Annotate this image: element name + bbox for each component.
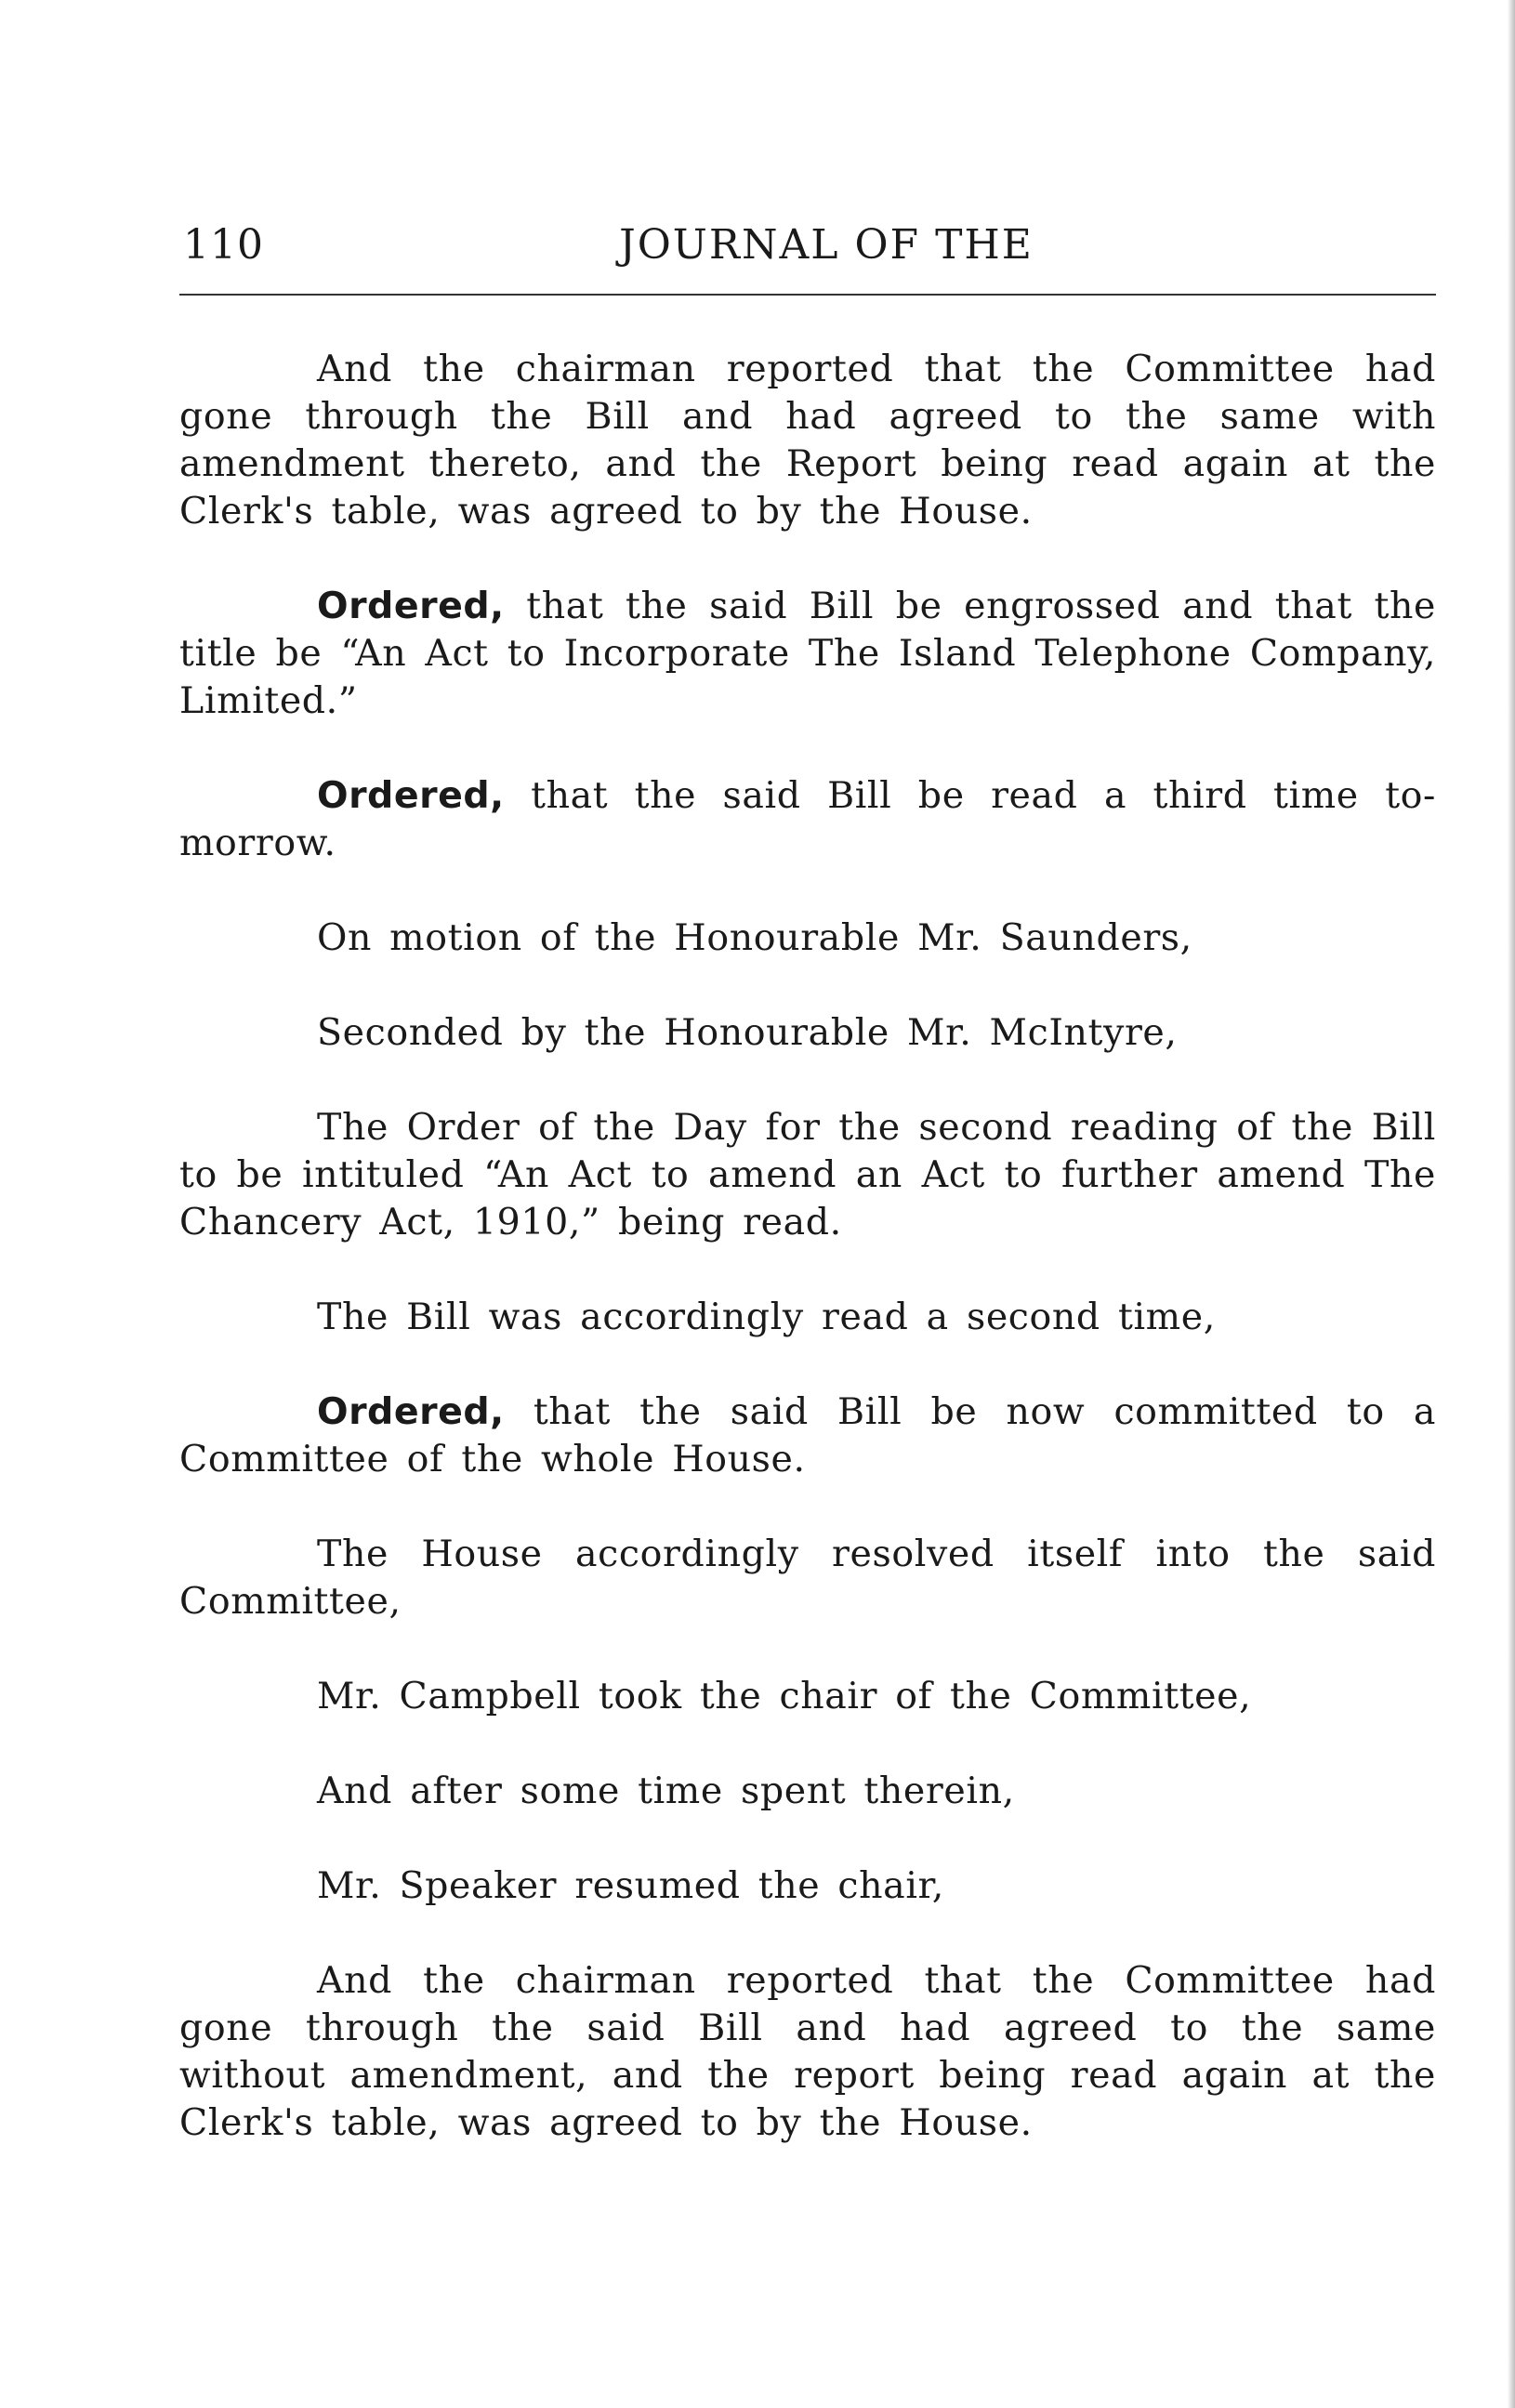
paragraph-text: Mr. Speaker resumed the chair, xyxy=(317,1864,944,1907)
paragraph-seconded xyxy=(179,1009,1436,1057)
ordered-lead: Ordered, xyxy=(317,1390,505,1433)
ordered-lead: Ordered, xyxy=(317,585,505,627)
paragraph-text: that the said Bill be now committed to a Committee of the whole House. xyxy=(179,1390,1436,1480)
paragraph-speaker-resumed xyxy=(179,1862,1436,1910)
paragraph-motion xyxy=(179,915,1436,962)
paragraph-time-spent xyxy=(179,1768,1436,1815)
paragraph-ordered-engrossed xyxy=(179,583,1436,725)
scan-page-edge xyxy=(1508,0,1515,2408)
paragraph-committee-report-2 xyxy=(179,1957,1436,2147)
paragraph-text: And the chairman reported that the Committee had gone through the Bill and had agreed to the same with amendment thereto, and the Report being read again at the Clerk's table, was agreed to by the House. xyxy=(179,348,1436,533)
paragraph-text: The Bill was accordingly read a second time, xyxy=(317,1296,1216,1338)
paragraph-text: The Order of the Day for the second reading of the Bill to be intituled “An Act to amend an Act to further amend The Chancery Act, 1910,” being read. xyxy=(179,1106,1436,1243)
paragraph-order-of-the-day xyxy=(179,1104,1436,1246)
paragraph-ordered-committed xyxy=(179,1388,1436,1483)
paragraph-text: And the chairman reported that the Committee had gone through the said Bill and had agreed to the same without amendment, and the report being read again at the Clerk's table, was agreed to by the House. xyxy=(179,1959,1436,2144)
ordered-lead: Ordered, xyxy=(317,774,505,817)
page-header xyxy=(179,214,1436,279)
journal-body xyxy=(179,346,1436,2194)
paragraph-house-resolved xyxy=(179,1531,1436,1625)
paragraph-ordered-third-reading xyxy=(179,772,1436,867)
journal-page xyxy=(179,214,1436,2144)
paragraph-text: Mr. Campbell took the chair of the Committee, xyxy=(317,1675,1252,1717)
paragraph-text: And after some time spent therein, xyxy=(317,1770,1015,1812)
header-rule xyxy=(179,294,1436,296)
paragraph-committee-report-1 xyxy=(179,346,1436,535)
running-head: JOURNAL OF THE xyxy=(619,221,1034,269)
paragraph-text: that the said Bill be read a third time to-morrow. xyxy=(179,774,1436,864)
paragraph-text: The House accordingly resolved itself into the said Committee, xyxy=(179,1533,1436,1623)
paragraph-text: Seconded by the Honourable Mr. McIntyre, xyxy=(317,1011,1178,1054)
paragraph-text: On motion of the Honourable Mr. Saunders, xyxy=(317,916,1192,959)
paragraph-text: that the said Bill be engrossed and that the title be “An Act to Incorporate The Island Telephone Company, Limited.” xyxy=(179,585,1436,722)
page-number: 110 xyxy=(183,221,264,269)
paragraph-campbell-chair xyxy=(179,1673,1436,1720)
paragraph-second-reading xyxy=(179,1294,1436,1341)
